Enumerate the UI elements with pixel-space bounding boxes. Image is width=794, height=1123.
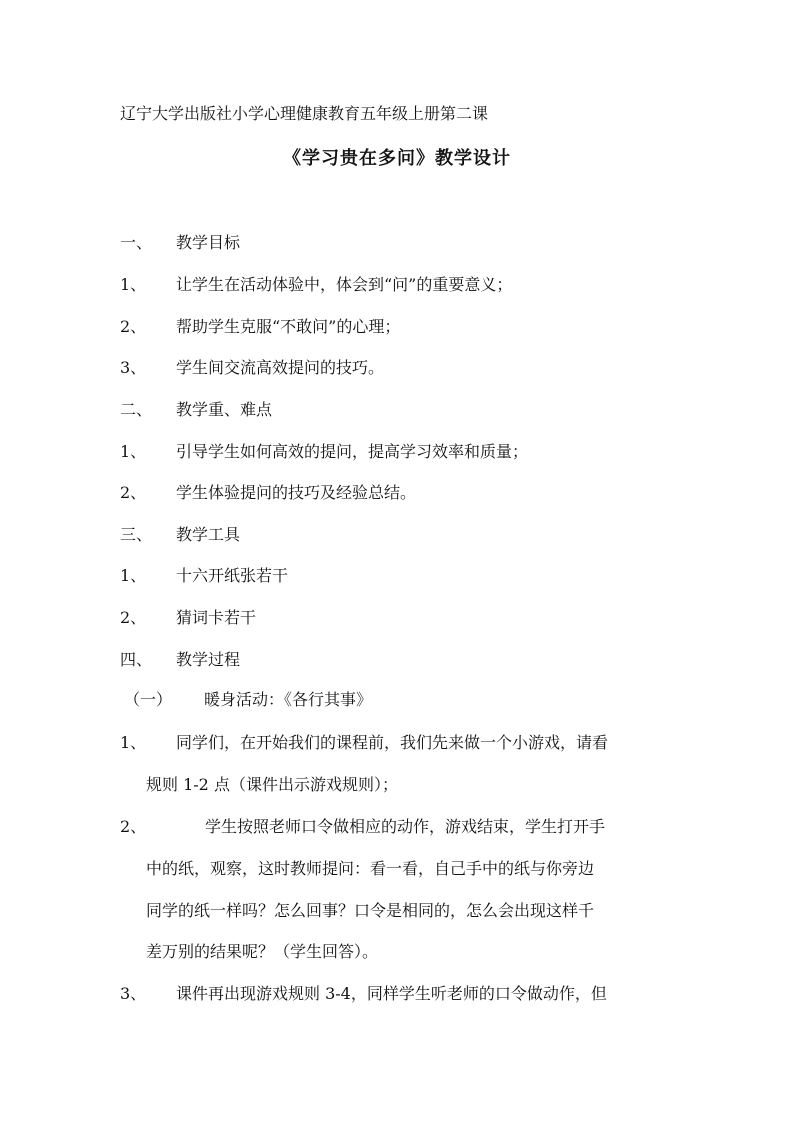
paragraph-line: 规则 1-2 点（课件出示游戏规则）； [146,775,398,794]
subsection-number: （一） [124,690,173,709]
list-item: 引导学生如何高效的提问，提高学习效率和质量； [176,442,529,461]
list-item: 帮助学生克服“不敢问”的心理； [176,317,401,336]
section-heading-key-points: 教学重、难点 [176,400,273,419]
document-subtitle: 辽宁大学出版社小学心理健康教育五年级上册第二课 [120,104,489,123]
list-item: 十六开纸张若干 [176,566,289,585]
list-item: 猜词卡若干 [176,608,257,627]
section-heading-objectives: 教学目标 [176,233,241,252]
paragraph-line: 同学们，在开始我们的课程前，我们先来做一个小游戏，请看 [176,733,609,752]
paragraph-line: 课件再出现游戏规则 3-4，同样学生听老师的口令做动作，但 [176,984,607,1003]
list-item-number: 1、 [120,442,147,461]
list-item-number: 1、 [120,566,147,585]
section-heading-process: 教学过程 [176,650,241,669]
list-item-number: 1、 [120,733,147,752]
subsection-heading-warmup: 暖身活动：《各行其事》 [204,690,373,709]
paragraph-line: 中的纸，观察，这时教师提问：看一看，自己手中的纸与你旁边 [146,859,595,878]
list-item-number: 2、 [120,817,147,836]
list-item-number: 2、 [120,317,147,336]
list-item-number: 1、 [120,275,147,294]
list-item-number: 3、 [120,358,147,377]
document-title: 《学习贵在多问》教学设计 [283,148,511,169]
list-item: 让学生在活动体验中，体会到“问”的重要意义； [176,275,513,294]
section-number: 三、 [120,525,153,544]
section-number: 二、 [120,400,153,419]
paragraph-line: 学生按照老师口令做相应的动作，游戏结束，学生打开手 [205,817,606,836]
paragraph-line: 差万别的结果呢？（学生回答）。 [146,942,379,961]
list-item-number: 2、 [120,608,147,627]
list-item-number: 2、 [120,483,147,502]
list-item: 学生间交流高效提问的技巧。 [176,358,385,377]
list-item: 学生体验提问的技巧及经验总结。 [176,483,417,502]
section-heading-tools: 教学工具 [176,525,241,544]
section-number: 四、 [120,650,153,669]
list-item-number: 3、 [120,984,147,1003]
paragraph-line: 同学的纸一样吗？怎么回事？口令是相同的，怎么会出现这样千 [146,901,595,920]
section-number: 一、 [120,233,153,252]
